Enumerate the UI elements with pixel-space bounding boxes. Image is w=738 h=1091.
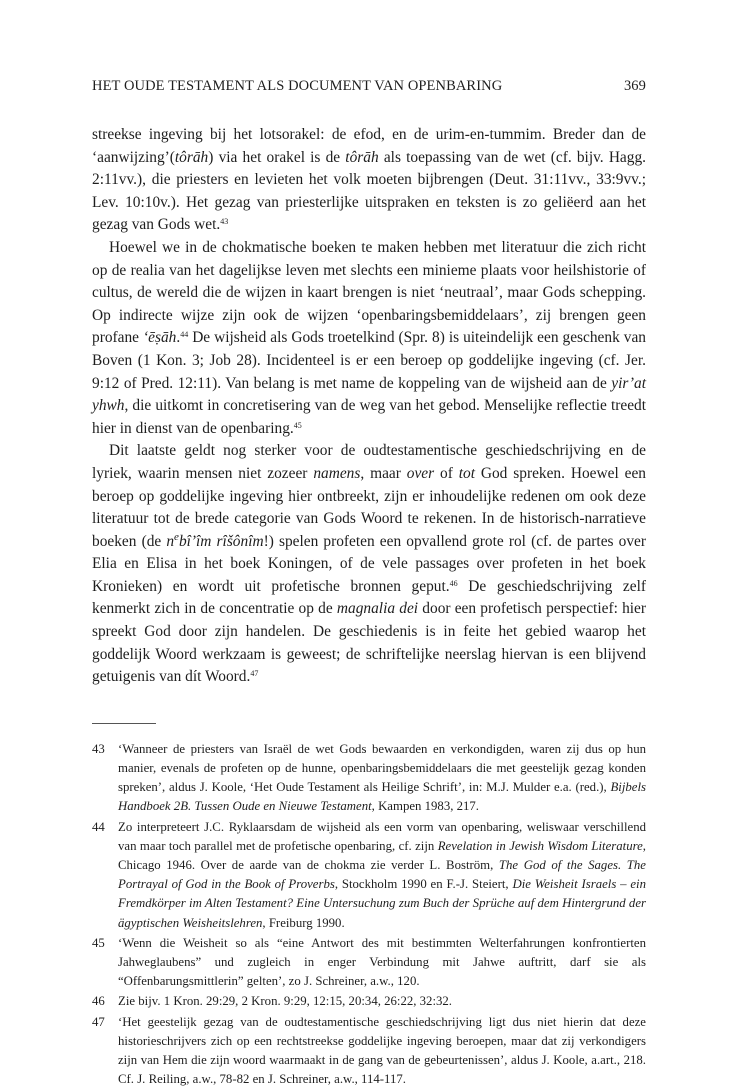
footnote-text: ‘Wenn die Weisheit so als “eine Antwort des mit bestimmten Welterfahrungen konfrontierten Jahweglaubens” und zugleich in enger Verbindung mit Jahwe auftritt, darf sie als “Offenbarungsmittlerin” gelten’, zo J. Schreiner, a.w., 120. (118, 935, 646, 989)
footnote-number: 45 (92, 935, 105, 950)
book-page (92, 78, 646, 1091)
paragraph-2: Hoewel we in de chokmatische boeken te maken hebben met literatuur die zich richt op de realia van het dagelijkse leven met slechts een minieme plaats voor heilshistorie of cultus, de wereld die de wijzen in kaart brengen is niet ‘neutraal’, maar Gods schepping. Op indirecte wijze zijn ook de wijzen ‘openbaringsbemiddelaars’, zij brengen geen profane ‘ēṣāh.$^{44}$ De wijsheid als Gods troetelkind (Spr. 8) is uiteindelijk een geschenk van Boven (1 Kon. 3; Job 28). Incidenteel is er een beroep op goddelijke ingeving (cf. Jer. 9:12 of Pred. 12:11). Van belang is met name de koppeling van de wijsheid aan de yir’at yhwh, die uitkomt in concretisering van de weg van het gebod. Menselijke reflectie treedt hier in dienst van de openbaring.$^{45}$ (92, 238, 646, 437)
footnote-ref-43[interactable]: 43 (220, 217, 229, 227)
footnote-ref-47[interactable]: 47 (250, 669, 259, 679)
footnote-text: ‘Het geestelijk gezag van de oudtestamentische geschiedschrijving ligt dus niet hierin dat deze historieschrijvers zich op een rechtstreekse goddelijke ingeving beroepen, maar dat zij verkondigers zijn van Hem die zijn woord waarmaakt in de gang van de gebeurtenissen’, aldus J. Koole, a.art., 218. Cf. J. Reiling, a.w., 78-82 en J. Schreiner, a.w., 114-117. (118, 1014, 646, 1087)
footnote-45 (92, 934, 646, 992)
running-head-title: HET OUDE TESTAMENT ALS DOCUMENT VAN OPENBARING (92, 78, 503, 94)
footnote-44 (92, 818, 646, 933)
footnote-number: 46 (92, 994, 105, 1009)
paragraph-1: streekse ingeving bij het lotsorakel: de efod, en de urim-en-tummim. Breder dan de ‘aanwijzing’(tôrāh) via het orakel is de tôrāh als toepassing van de wet (cf. bijv. Hagg. 2:11vv.), die priesters en levieten het volk moeten bijbrengen (Deut. 31:11vv., 33:9vv.; Lev. 10:10v.). Het gezag van priesterlijke uitspraken en teksten is zo geliëerd aan het gezag van Gods wet.$^{43}$ (92, 126, 646, 234)
footnote-separator (92, 723, 156, 724)
body-text (92, 124, 646, 689)
footnote-47 (92, 1013, 646, 1090)
footnote-number: 43 (92, 741, 105, 756)
footnote-46 (92, 992, 646, 1011)
footnote-number: 44 (92, 819, 105, 834)
footnote-ref-44[interactable]: 44 (180, 330, 189, 340)
running-head (92, 78, 646, 100)
footnote-text: ‘Wanneer de priesters van Israël de wet Gods bewaarden en verkondigden, waren zij dus op hun manier, evenals de profeten op de hunne, openbaringsbemiddelaars die met geestelijk gezag konden spreken’, aldus J. Koole, ‘Het Oude Testament als Heilige Schrift’, in: M.J. Mulder e.a. (red.), Bijbels Handboek 2B. Tussen Oude en Nieuwe Testament, Kampen 1983, 217. (118, 741, 646, 814)
page-number: 369 (623, 78, 646, 94)
footnote-number: 47 (92, 1014, 105, 1029)
footnote-ref-46[interactable]: 46 (449, 578, 458, 588)
paragraph-3: Dit laatste geldt nog sterker voor de oudtestamentische geschiedschrijving en de lyriek, waarin mensen niet zozeer namens, maar over of tot God spreken. Hoewel een beroep op goddelijke ingeving hier ontbreekt, zijn er inhoudelijke redenen om ook deze literatuur tot de brede categorie van Gods Woord te rekenen. In de historisch-narratieve boeken (de $n^ebî’îm$ rîšônîm!) spelen profeten een opvallend grote rol (cf. de partes over Elia en Elisa in het boek Koningen, of de vele passages over profeten in het boek Kronieken) en wordt uit profetische bronnen geput.$^{46}$ De geschiedschrijving zelf kenmerkt zich in de concentratie op de magnalia dei door een profetisch perspectief: hier spreekt God door zijn handelen. De geschiedenis is in feite het gebied waarop het goddelijk Woord werkzaam is geweest; de schriftelijke neerslag hiervan is een blijvend getuigenis van dít Woord.$^{47}$ (92, 442, 646, 686)
footnote-ref-45[interactable]: 45 (293, 420, 302, 430)
footnote-text: Zie bijv. 1 Kron. 29:29, 2 Kron. 9:29, 12:15, 20:34, 26:22, 32:32. (118, 994, 453, 1009)
footnotes (92, 740, 646, 1090)
footnote-text: Zo interpreteert J.C. Ryklaarsdam de wijsheid als een vorm van openbaring, weliswaar verschillend van maar toch parallel met de profetische openbaring, cf. zijn Revelation in Jewish Wisdom Literature, Chicago 1946. Over de aarde van de chokma zie verder L. Boström, The God of the Sages. The Portrayal of God in the Book of Proverbs, Stockholm 1990 en F.-J. Steiert, Die Weisheit Israels – ein Fremdkörper im Alten Testament? Eine Untersuchung zum Buch der Sprüche auf dem Hintergrund der ägyptischen Weisheitslehren, Freiburg 1990. (118, 819, 646, 930)
footnote-43 (92, 740, 646, 817)
